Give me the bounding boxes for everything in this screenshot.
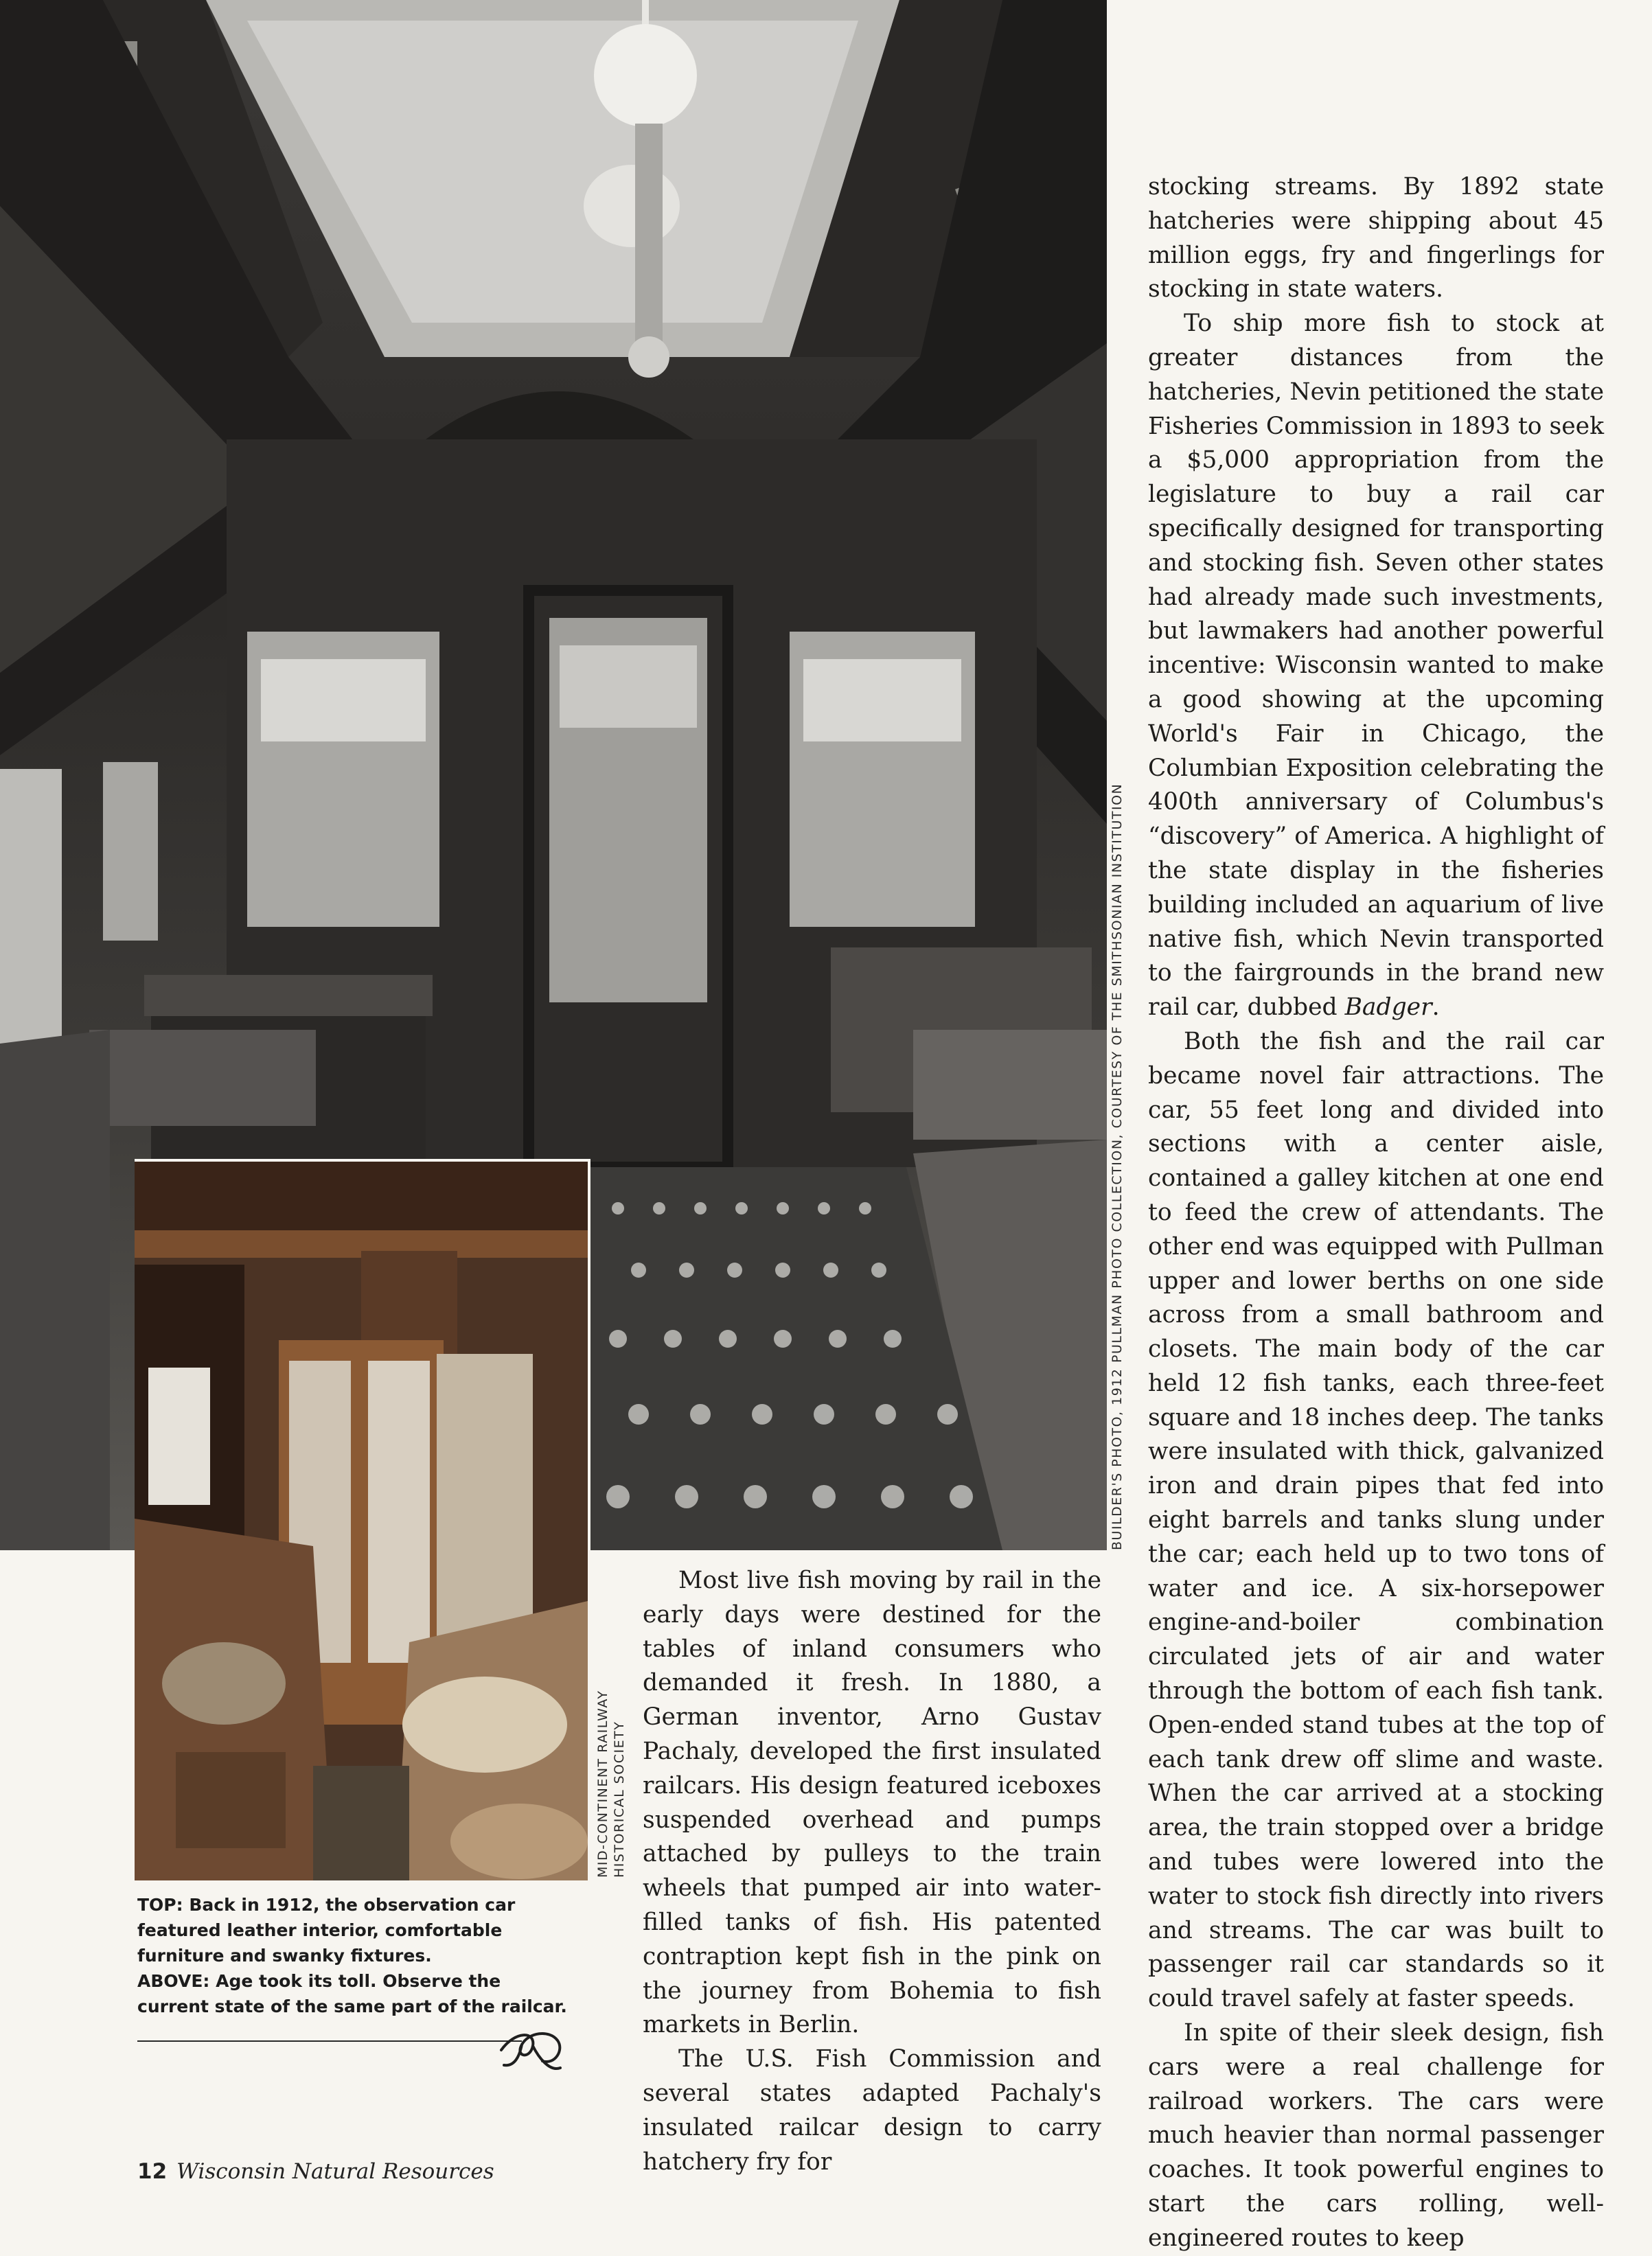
main-photo-credit: BUILDER'S PHOTO, 1912 PULLMAN PHOTO COLLECTION, COURTESY OF THE SMITHSONIAN INSTITUTION: [1110, 783, 1125, 1550]
inset-photo: [135, 1159, 590, 1880]
inset-photo-credit: [595, 1690, 628, 1878]
paragraph: stocking streams. By 1892 state hatcheries were shipping about 45 million eggs, fry and fingerlings for stocking in state waters.: [1148, 173, 1604, 303]
paragraph: Most live fish moving by rail in the early days were destined for the tables of inland consumers who demanded it fresh. In 1880, a German inventor, Arno Gustav Pachaly, developed the first insulated railcars. His design featured iceboxes suspended overhead and pumps attached by pulleys to the train wheels that pumped air into water-filled tanks of fish. His patented contraption kept fish in the pink on the journey from Bohemia to fish markets in Berlin.: [643, 1567, 1101, 2039]
article-column-right: [1148, 170, 1604, 2256]
caption-above: ABOVE: Age took its toll. Observe the current state of the same part of the railcar.: [137, 1971, 567, 2016]
paragraph: The U.S. Fish Commission and several states adapted Pachaly's insulated railcar design to carry hatchery fry for: [643, 2045, 1101, 2176]
paragraph: To ship more fish to stock at greater distances from the hatcheries, Nevin petitioned the state Fisheries Commission in 1893 to seek a $5,000 appropriation from the legislature to buy a rail car specifically designed for transporting and stocking fish. Seven other states had already made such investments, but lawmakers had another powerful incentive: Wisconsin wanted to make a good showing at the upcoming World's Fair in Chicago, the Columbian Exposition celebrating the 400th anniversary of Columbus's “discovery” of America. A highlight of the state display in the fisheries building included an aquarium of live native fish, which Nevin transported to the fairgrounds in the brand new rail car, dubbed Badger.: [1148, 310, 1604, 1022]
railcar-interior-current-illustration: [135, 1162, 588, 1880]
article-column-middle: [643, 1564, 1101, 2179]
railcar-name: Badger: [1344, 993, 1432, 1022]
paragraph: Both the fish and the rail car became novel fair attractions. The car, 55 feet long and divided into sections with a center aisle, contained a galley kitchen at one end to feed the crew of attendants. The other end was equipped with Pullman upper and lower berths on one side across from a small bathroom and closets. The main body of the car held 12 fish tanks, each three-feet square and 18 inches deep. The tanks were insulated with thick, galvanized iron and drain pipes that fed into eight barrels and tanks slung under the car; each held up to two tons of water and ice. A six-horsepower engine-and-boiler combination circulated jets of air and water through the bottom of each fish tank. Open-ended stand tubes at the top of each tank drew off slime and waste. When the car arrived at a stocking area, the train stopped over a bridge and tubes were lowered into the water to stock fish directly into rivers and streams. The car was built to passenger rail car standards so it could travel safely at faster speeds.: [1148, 1027, 1604, 2013]
page-number: 12: [137, 2159, 168, 2184]
inset-credit-line-2: HISTORICAL SOCIETY: [612, 1720, 627, 1878]
flourish-ornament: [494, 2017, 570, 2079]
publication-name: Wisconsin Natural Resources: [176, 2159, 494, 2184]
caption-top: TOP: Back in 1912, the observation car featured leather interior, comfortable furniture and swanky fixtures.: [137, 1895, 516, 1966]
photo-caption: [137, 1892, 577, 2019]
inset-credit-line-1: MID-CONTINENT RAILWAY: [595, 1690, 610, 1878]
page-footer: [137, 2159, 494, 2184]
caption-rule: [137, 2040, 522, 2042]
paragraph: In spite of their sleek design, fish cars were a real challenge for railroad workers. The cars were much heavier than normal passenger coaches. It took powerful engines to start the cars rolling, well-engineered routes to keep: [1148, 2019, 1604, 2252]
